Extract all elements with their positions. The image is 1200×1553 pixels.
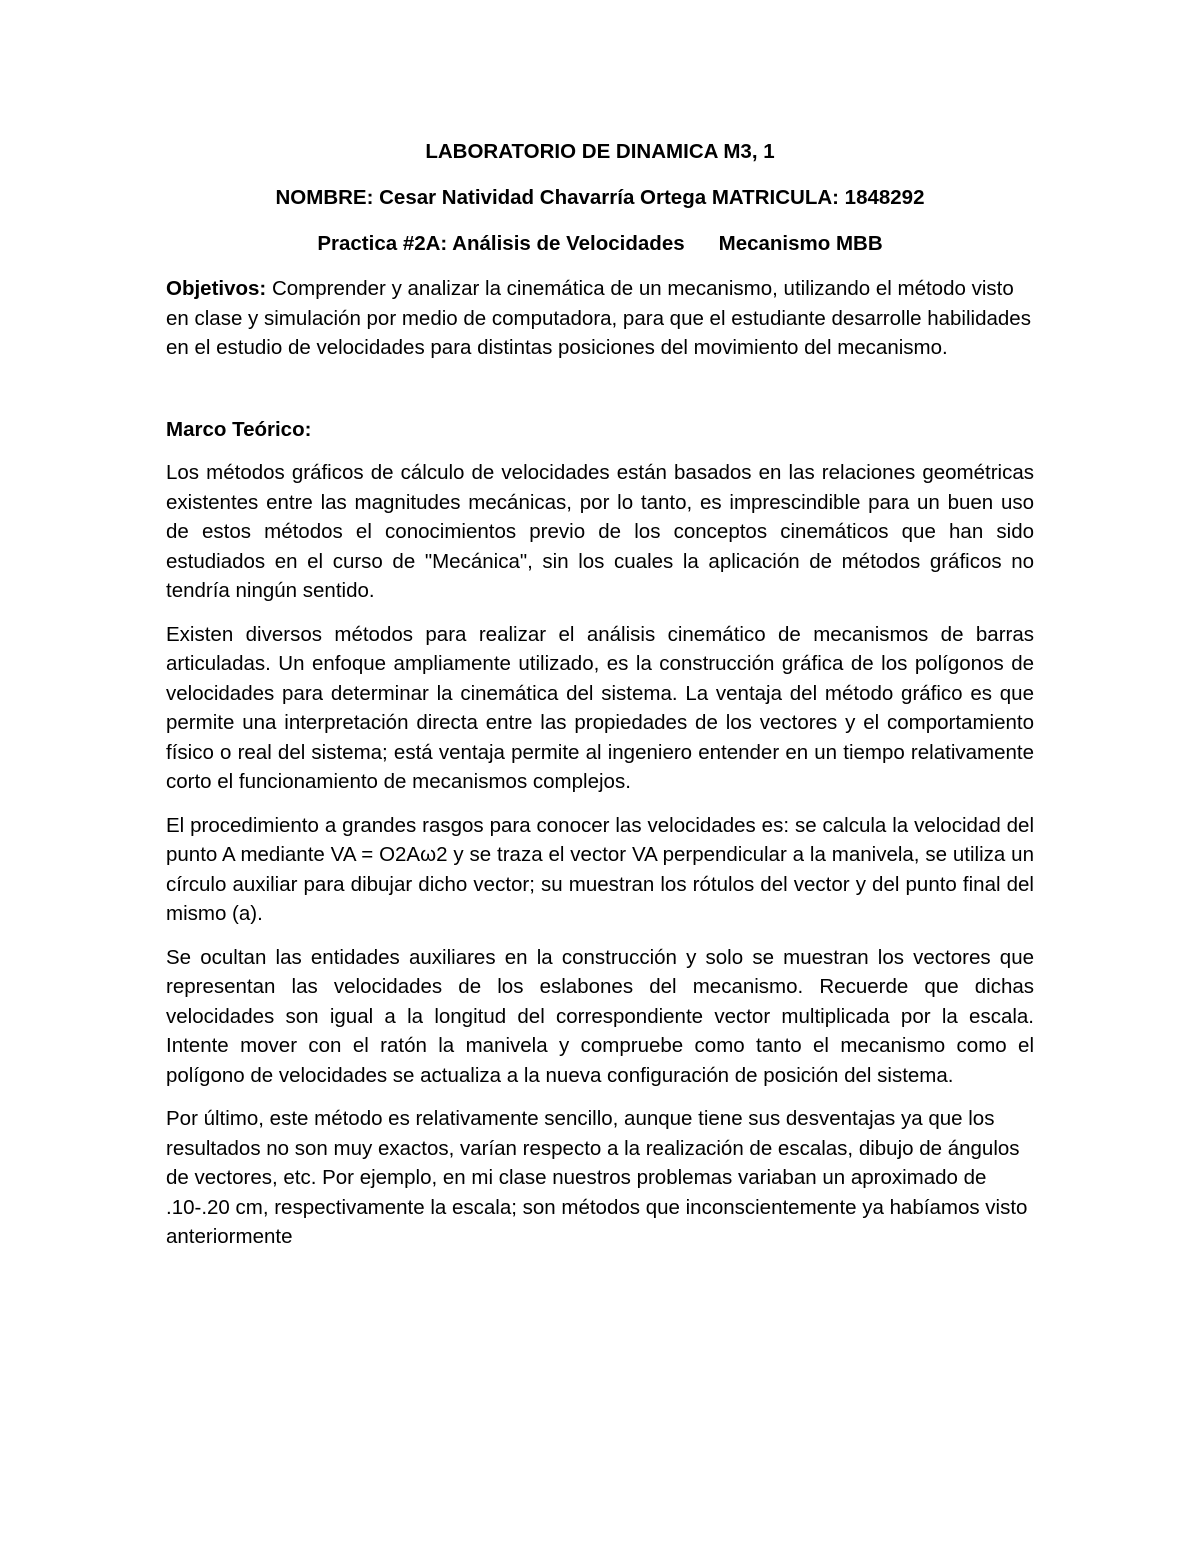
theory-paragraph-3: El procedimiento a grandes rasgos para conocer las velocidades es: se calcula la velocidad del punto A mediante VA = O2Aω2 y se traza el vector VA perpendicular a la manivela, se utiliza un círculo auxiliar para dibujar dicho vector; su muestran los rótulos del vector y del punto final del mismo (a). (166, 813, 1034, 925)
theory-paragraph-2: Existen diversos métodos para realizar el análisis cinemático de mecanismos de barras articuladas. Un enfoque ampliamente utilizado, es la construcción gráfica de los polígonos de velocidades para determinar la cinemática del sistema. La ventaja del método gráfico es que permite una interpretación directa entre las propiedades de los vectores y el comportamiento físico o real del sistema; está ventaja permite al ingeniero entender en un tiempo relativamente corto el funcionamiento de mecanismos complejos. (166, 622, 1034, 793)
theory-paragraph-4: Se ocultan las entidades auxiliares en la construcción y solo se muestran los vectores que representan las velocidades de los eslabones del mecanismo. Recuerde que dichas velocidades son igual a la longitud del correspondiente vector multiplicada por la escala. Intente mover con el ratón la manivela y compruebe como tanto el mecanismo como el polígono de velocidades se actualiza a la nueva configuración de posición del sistema. (166, 945, 1034, 1087)
document-page (166, 138, 1034, 1252)
objectives-text: Comprender y analizar la cinemática de un mecanismo, utilizando el método visto en clase y simulación por medio de computadora, para que el estudiante desarrolle habilidades en el estudio de velocidades para distintas posiciones del movimiento del mecanismo. (166, 277, 1031, 359)
theory-heading: Marco Teórico: (166, 417, 312, 441)
theory-paragraph-5: Por último, este método es relativamente sencillo, aunque tiene sus desventajas ya que los resultados no son muy exactos, varían respecto a la realización de escalas, dibujo de ángulos de vectores, etc. Por ejemplo, en mi clase nuestros problemas variaban un aproximado de .10-.20 cm, respectivamente la escala; son métodos que inconscientemente ya habíamos visto anteriormente (166, 1107, 1028, 1248)
theory-paragraph-1: Los métodos gráficos de cálculo de velocidades están basados en las relaciones geométricas existentes entre las magnitudes mecánicas, por lo tanto, es imprescindible para un buen uso de estos métodos el conocimientos previo de los conceptos cinemáticos que han sido estudiados en el curso de "Mecánica", sin los cuales la aplicación de métodos gráficos no tendría ningún sentido. (166, 461, 1034, 602)
objectives-label: Objetivos: (166, 277, 267, 300)
objectives-paragraph (166, 274, 1034, 363)
mechanism-name: Mecanismo MBB (718, 232, 883, 255)
document-title: LABORATORIO DE DINAMICA M3, 1 (425, 140, 775, 163)
student-info: NOMBRE: Cesar Natividad Chavarría Ortega MATRICULA: 1848292 (275, 186, 925, 209)
practice-title: Practica #2A: Análisis de Velocidades (317, 232, 685, 255)
practice-heading (166, 230, 1034, 258)
